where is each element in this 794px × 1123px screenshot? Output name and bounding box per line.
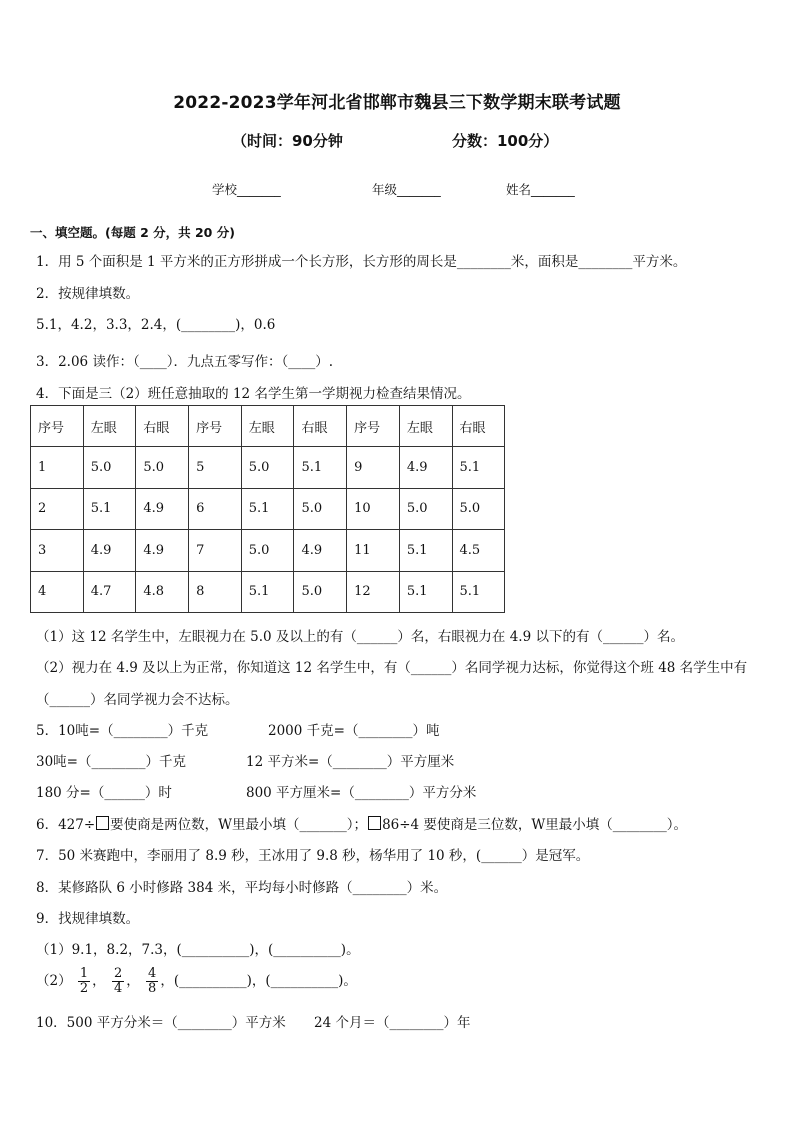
question-4-sub-2: （2）视力在 4.9 及以上为正常，你知道这 12 名学生中，有（______）名同学视力达标，你觉得这个班 48 名学生中有 (36, 660, 748, 676)
table-header-row (31, 406, 505, 447)
table-cell: 11 (347, 530, 400, 571)
question-10b: 24 个月＝（________）年 (314, 1015, 471, 1031)
table-cell: 4.9 (399, 447, 452, 488)
question-6-part-b: 要使商是两位数，W里最小填（_______）； (110, 817, 368, 833)
table-header-cell: 右眼 (136, 406, 189, 447)
question-6-part-c: 86÷4 要使商是三位数，W里最小填（________）。 (382, 817, 688, 833)
table-header-cell: 序号 (189, 406, 242, 447)
table-header-cell: 右眼 (294, 406, 347, 447)
question-4-sub-1: （1）这 12 名学生中，左眼视力在 5.0 及以上的有（______）名，右眼视力在 4.9 以下的有（______）名。 (36, 629, 684, 645)
table-header-cell: 序号 (31, 406, 84, 447)
question-4: 4．下面是三（2）班任意抽取的 12 名学生第一学期视力检查结果情况。 (36, 386, 471, 402)
table-cell: 5.0 (136, 447, 189, 488)
fraction-2: $\frac{2}{4}$ (113, 966, 123, 996)
table-header-cell: 左眼 (83, 406, 136, 447)
question-10a: 10．500 平方分米＝（________）平方米 (36, 1015, 286, 1031)
question-5d: 12 平方米=（________）平方厘米 (246, 754, 455, 770)
question-4-sub-2-cont: （______）名同学视力会不达标。 (36, 692, 239, 708)
question-5b: 2000 千克=（________）吨 (268, 723, 440, 739)
grade-field[interactable]: 年级_______ (372, 182, 441, 197)
question-5a: 5．10吨=（________）千克 (36, 723, 209, 739)
question-2: 2．按规律填数。 (36, 286, 140, 302)
table-cell: 2 (31, 488, 84, 529)
question-9: 9．找规律填数。 (36, 911, 140, 927)
table-row (31, 447, 505, 488)
exam-score: 分数：100分） (452, 132, 559, 150)
table-cell: 5.1 (294, 447, 347, 488)
table-cell: 5.0 (241, 447, 294, 488)
table-header-cell: 右眼 (452, 406, 505, 447)
table-cell: 4.8 (136, 571, 189, 612)
table-cell: 5.1 (399, 530, 452, 571)
question-5c: 30吨=（________）千克 (36, 754, 186, 770)
table-cell: 5.0 (83, 447, 136, 488)
table-cell: 3 (31, 530, 84, 571)
page-title: 2022-2023学年河北省邯郸市魏县三下数学期末联考试题 (173, 93, 621, 113)
section-heading: 一、填空题。(每题 2 分，共 20 分) (30, 225, 235, 240)
question-9-sub-1: （1）9.1，8.2，7.3，(__________)，(__________)。 (36, 942, 360, 958)
table-cell: 12 (347, 571, 400, 612)
table-header-cell: 左眼 (399, 406, 452, 447)
table-cell: 8 (189, 571, 242, 612)
table-cell: 5.1 (399, 571, 452, 612)
question-9-sub-2: （2） $\frac{1}{2}$ ， $\frac{2}{4}$ ， $\frac{4}{8}$ ，(__________)，(__________)。 (36, 966, 357, 996)
question-8: 8．某修路队 6 小时修路 384 米，平均每小时修路（________）米。 (36, 880, 448, 896)
table-row (31, 530, 505, 571)
question-6 (36, 813, 687, 833)
table-header-cell: 左眼 (241, 406, 294, 447)
table-cell: 5.0 (294, 571, 347, 612)
question-9-sub-2-blanks: ，(__________)，(__________)。 (160, 973, 357, 989)
table-cell: 5.0 (399, 488, 452, 529)
table-cell: 9 (347, 447, 400, 488)
table-header-cell: 序号 (347, 406, 400, 447)
table-cell: 7 (189, 530, 242, 571)
table-cell: 1 (31, 447, 84, 488)
name-field[interactable]: 姓名_______ (506, 182, 575, 197)
vision-table (30, 405, 505, 613)
question-5f: 800 平方厘米=（________）平方分米 (246, 785, 477, 801)
question-1: 1．用 5 个面积是 1 平方米的正方形拼成一个长方形，长方形的周长是________米，面积是________平方米。 (36, 254, 687, 270)
table-row (31, 488, 505, 529)
table-cell: 5.1 (241, 488, 294, 529)
table-cell: 4.5 (452, 530, 505, 571)
blank-box-icon (96, 816, 109, 830)
table-cell: 5.1 (241, 571, 294, 612)
table-cell: 5.0 (294, 488, 347, 529)
table-cell: 5.1 (452, 571, 505, 612)
question-7: 7．50 米赛跑中，李丽用了 8.9 秒，王冰用了 9.8 秒，杨华用了 10 秒，(______）是冠军。 (36, 848, 590, 864)
table-cell: 5.0 (452, 488, 505, 529)
table-cell: 5.1 (452, 447, 505, 488)
blank-box-icon (368, 816, 381, 830)
fraction-1: $\frac{1}{2}$ (79, 966, 89, 996)
table-cell: 4.9 (83, 530, 136, 571)
school-field[interactable]: 学校_______ (212, 182, 281, 197)
exam-time: （时间：90分钟 (232, 132, 343, 150)
question-2-sequence: 5.1，4.2，3.3，2.4，(________)，0.6 (36, 317, 276, 333)
table-cell: 5.1 (83, 488, 136, 529)
question-5e: 180 分=（______）时 (36, 785, 172, 801)
question-3: 3．2.06 读作：（____）．九点五零写作：（____）. (36, 354, 333, 370)
question-9-sub-2-label: （2） (36, 973, 72, 989)
table-cell: 4.9 (136, 488, 189, 529)
table-row (31, 571, 505, 612)
question-6-part-a: 6．427÷ (36, 817, 96, 833)
table-cell: 6 (189, 488, 242, 529)
table-cell: 4 (31, 571, 84, 612)
table-cell: 10 (347, 488, 400, 529)
table-cell: 4.9 (294, 530, 347, 571)
table-cell: 5 (189, 447, 242, 488)
table-cell: 4.7 (83, 571, 136, 612)
fraction-3: $\frac{4}{8}$ (148, 966, 157, 996)
table-cell: 4.9 (136, 530, 189, 571)
table-cell: 5.0 (241, 530, 294, 571)
